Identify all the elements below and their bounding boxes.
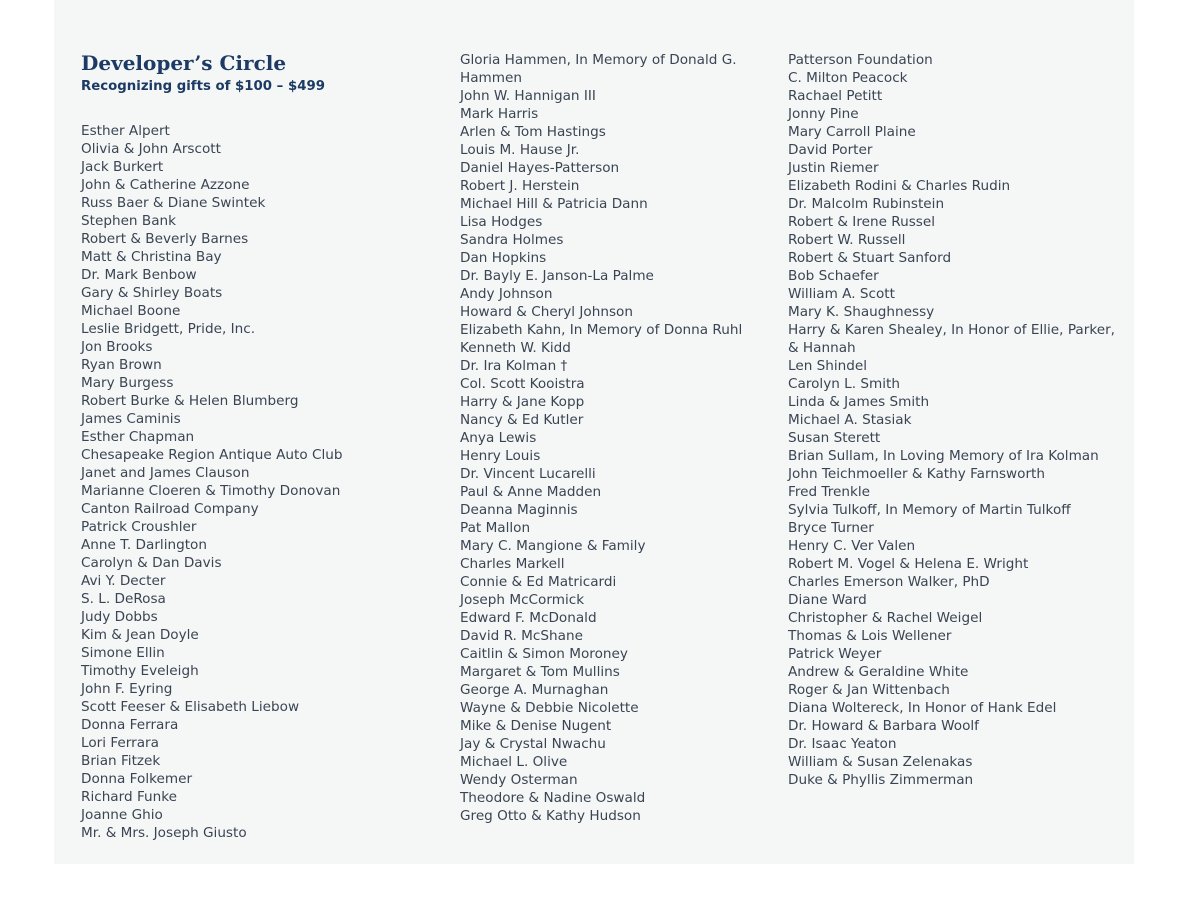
donor-name: Patrick Croushler <box>81 519 197 535</box>
donor-column-2 <box>460 51 760 825</box>
donor-name: Canton Railroad Company <box>81 501 259 517</box>
donor-name: Joseph McCormick <box>460 592 585 608</box>
donor-name: Henry Louis <box>460 448 541 464</box>
donor-name: Pat Mallon <box>460 520 531 536</box>
donor-name: Joanne Ghio <box>81 807 163 823</box>
donor-name: Robert Burke & Helen Blumberg <box>81 393 299 409</box>
donor-name: Brian Sullam, In Loving Memory of Ira Kolman <box>788 448 1099 464</box>
donor-name: Theodore & Nadine Oswald <box>460 790 646 806</box>
donor-name: Dr. Mark Benbow <box>81 267 197 283</box>
donor-name: Bob Schaefer <box>788 268 879 284</box>
donor-name: Richard Funke <box>81 789 177 805</box>
donor-name: Carolyn L. Smith <box>788 376 900 392</box>
donor-name: Donna Folkemer <box>81 771 193 787</box>
donor-name: David Porter <box>788 142 873 158</box>
donor-name: Robert W. Russell <box>788 232 906 248</box>
donor-name: Sylvia Tulkoff, In Memory of Martin Tulkoff <box>788 502 1071 518</box>
donor-column-3 <box>788 51 1118 789</box>
section-title: Developer’s Circle <box>81 51 287 75</box>
donor-name: Russ Baer & Diane Swintek <box>81 195 266 211</box>
donor-name: Anya Lewis <box>460 430 537 446</box>
donor-name: Susan Sterett <box>788 430 881 446</box>
donor-name: Mary Burgess <box>81 375 174 391</box>
donor-name: Timothy Eveleigh <box>81 663 199 679</box>
donor-name: Scott Feeser & Elisabeth Liebow <box>81 699 300 715</box>
donor-name: Daniel Hayes-Patterson <box>460 160 620 176</box>
donor-name: Esther Chapman <box>81 429 195 445</box>
donor-name: Mary K. Shaughnessy <box>788 304 935 320</box>
donor-name: Robert & Irene Russel <box>788 214 936 230</box>
donor-name: John W. Hannigan III <box>460 88 596 104</box>
donor-name: Michael Boone <box>81 303 181 319</box>
donor-name: Charles Emerson Walker, PhD <box>788 574 990 590</box>
donor-name: Dr. Ira Kolman † <box>460 358 568 374</box>
donor-name: Greg Otto & Kathy Hudson <box>460 808 641 824</box>
donor-name: Olivia & John Arscott <box>81 141 221 157</box>
donor-name: Louis M. Hause Jr. <box>460 142 580 158</box>
donor-name: Janet and James Clauson <box>81 465 250 481</box>
donor-name: Mr. & Mrs. Joseph Giusto <box>81 825 247 841</box>
donor-name: James Caminis <box>81 411 181 427</box>
donor-name: William A. Scott <box>788 286 895 302</box>
donor-name: Jon Brooks <box>81 339 153 355</box>
donor-name: Elizabeth Rodini & Charles Rudin <box>788 178 1011 194</box>
donor-name: Rachael Petitt <box>788 88 883 104</box>
donor-name: Linda & James Smith <box>788 394 930 410</box>
donor-name: Ryan Brown <box>81 357 162 373</box>
donor-name: Marianne Cloeren & Timothy Donovan <box>81 483 341 499</box>
donor-name: Edward F. McDonald <box>460 610 597 626</box>
donor-name: Michael A. Stasiak <box>788 412 912 428</box>
section-subtitle: Recognizing gifts of $100 – $499 <box>81 79 325 94</box>
donor-name: Leslie Bridgett, Pride, Inc. <box>81 321 256 337</box>
donor-name: Nancy & Ed Kutler <box>460 412 584 428</box>
donor-name: Carolyn & Dan Davis <box>81 555 222 571</box>
donor-name: Sandra Holmes <box>460 232 564 248</box>
donor-column-1 <box>81 122 441 842</box>
donor-name: Donna Ferrara <box>81 717 179 733</box>
donor-name: Simone Ellin <box>81 645 165 661</box>
donor-name: Diane Ward <box>788 592 867 608</box>
donor-name: Robert M. Vogel & Helena E. Wright <box>788 556 1029 572</box>
donor-name: Wayne & Debbie Nicolette <box>460 700 639 716</box>
donor-name: Mary C. Mangione & Family <box>460 538 646 554</box>
donor-name: Chesapeake Region Antique Auto Club <box>81 447 343 463</box>
donor-name: Harry & Jane Kopp <box>460 394 585 410</box>
donor-name: Michael Hill & Patricia Dann <box>460 196 648 212</box>
donor-name: Wendy Osterman <box>460 772 578 788</box>
donor-name: Anne T. Darlington <box>81 537 207 553</box>
donor-name: Bryce Turner <box>788 520 874 536</box>
donor-name: Justin Riemer <box>788 160 879 176</box>
donor-name: Lori Ferrara <box>81 735 159 751</box>
donor-name: Mike & Denise Nugent <box>460 718 612 734</box>
donor-name: Henry C. Ver Valen <box>788 538 916 554</box>
donor-name: Judy Dobbs <box>81 609 158 625</box>
donor-name: John Teichmoeller & Kathy Farnsworth <box>788 466 1046 482</box>
donor-name: Jack Burkert <box>81 159 164 175</box>
donor-list-panel <box>54 0 1134 864</box>
donor-name: Duke & Phyllis Zimmerman <box>788 772 974 788</box>
donor-name: Robert J. Herstein <box>460 178 580 194</box>
donor-name: Fred Trenkle <box>788 484 871 500</box>
donor-name: Gloria Hammen, In Memory of Donald G. Hammen <box>460 52 737 86</box>
section-heading <box>81 49 325 97</box>
donor-name: Dr. Bayly E. Janson-La Palme <box>460 268 654 284</box>
donor-name: William & Susan Zelenakas <box>788 754 973 770</box>
donor-name: Gary & Shirley Boats <box>81 285 223 301</box>
donor-name: Dr. Howard & Barbara Woolf <box>788 718 979 734</box>
donor-name: C. Milton Peacock <box>788 70 908 86</box>
donor-name: Mark Harris <box>460 106 539 122</box>
donor-name: S. L. DeRosa <box>81 591 166 607</box>
donor-name: Mary Carroll Plaine <box>788 124 916 140</box>
donor-name: Dan Hopkins <box>460 250 547 266</box>
donor-name: Diana Woltereck, In Honor of Hank Edel <box>788 700 1057 716</box>
donor-name: Patrick Weyer <box>788 646 882 662</box>
donor-name: Charles Markell <box>460 556 565 572</box>
donor-name: Howard & Cheryl Johnson <box>460 304 633 320</box>
donor-name: Thomas & Lois Wellener <box>788 628 952 644</box>
donor-name: Paul & Anne Madden <box>460 484 602 500</box>
donor-name: Connie & Ed Matricardi <box>460 574 617 590</box>
donor-name: John & Catherine Azzone <box>81 177 250 193</box>
donor-name: Avi Y. Decter <box>81 573 166 589</box>
donor-name: David R. McShane <box>460 628 583 644</box>
donor-name: Margaret & Tom Mullins <box>460 664 620 680</box>
donor-name: Matt & Christina Bay <box>81 249 222 265</box>
donor-name: Dr. Vincent Lucarelli <box>460 466 596 482</box>
donor-name: Stephen Bank <box>81 213 177 229</box>
donor-name: Elizabeth Kahn, In Memory of Donna Ruhl <box>460 322 743 338</box>
donor-name: Kenneth W. Kidd <box>460 340 571 356</box>
donor-name: Kim & Jean Doyle <box>81 627 199 643</box>
donor-name: Lisa Hodges <box>460 214 543 230</box>
donor-name: Jay & Crystal Nwachu <box>460 736 606 752</box>
donor-name: Robert & Beverly Barnes <box>81 231 249 247</box>
donor-name: Caitlin & Simon Moroney <box>460 646 628 662</box>
donor-name: Esther Alpert <box>81 123 170 139</box>
donor-name: Robert & Stuart Sanford <box>788 250 952 266</box>
donor-name: Patterson Foundation <box>788 52 933 68</box>
donor-name: Dr. Malcolm Rubinstein <box>788 196 945 212</box>
donor-name: Dr. Isaac Yeaton <box>788 736 897 752</box>
donor-name: Michael L. Olive <box>460 754 568 770</box>
donor-name: Deanna Maginnis <box>460 502 578 518</box>
donor-name: John F. Eyring <box>81 681 173 697</box>
donor-name: Arlen & Tom Hastings <box>460 124 606 140</box>
donor-name: Christopher & Rachel Weigel <box>788 610 983 626</box>
donor-name: Len Shindel <box>788 358 868 374</box>
donor-name: Brian Fitzek <box>81 753 161 769</box>
donor-name: Harry & Karen Shealey, In Honor of Ellie, Parker, & Hannah <box>788 322 1115 356</box>
donor-name: George A. Murnaghan <box>460 682 609 698</box>
donor-name: Jonny Pine <box>788 106 859 122</box>
donor-name: Col. Scott Kooistra <box>460 376 585 392</box>
donor-name: Roger & Jan Wittenbach <box>788 682 950 698</box>
donor-name: Andy Johnson <box>460 286 553 302</box>
donor-name: Andrew & Geraldine White <box>788 664 969 680</box>
